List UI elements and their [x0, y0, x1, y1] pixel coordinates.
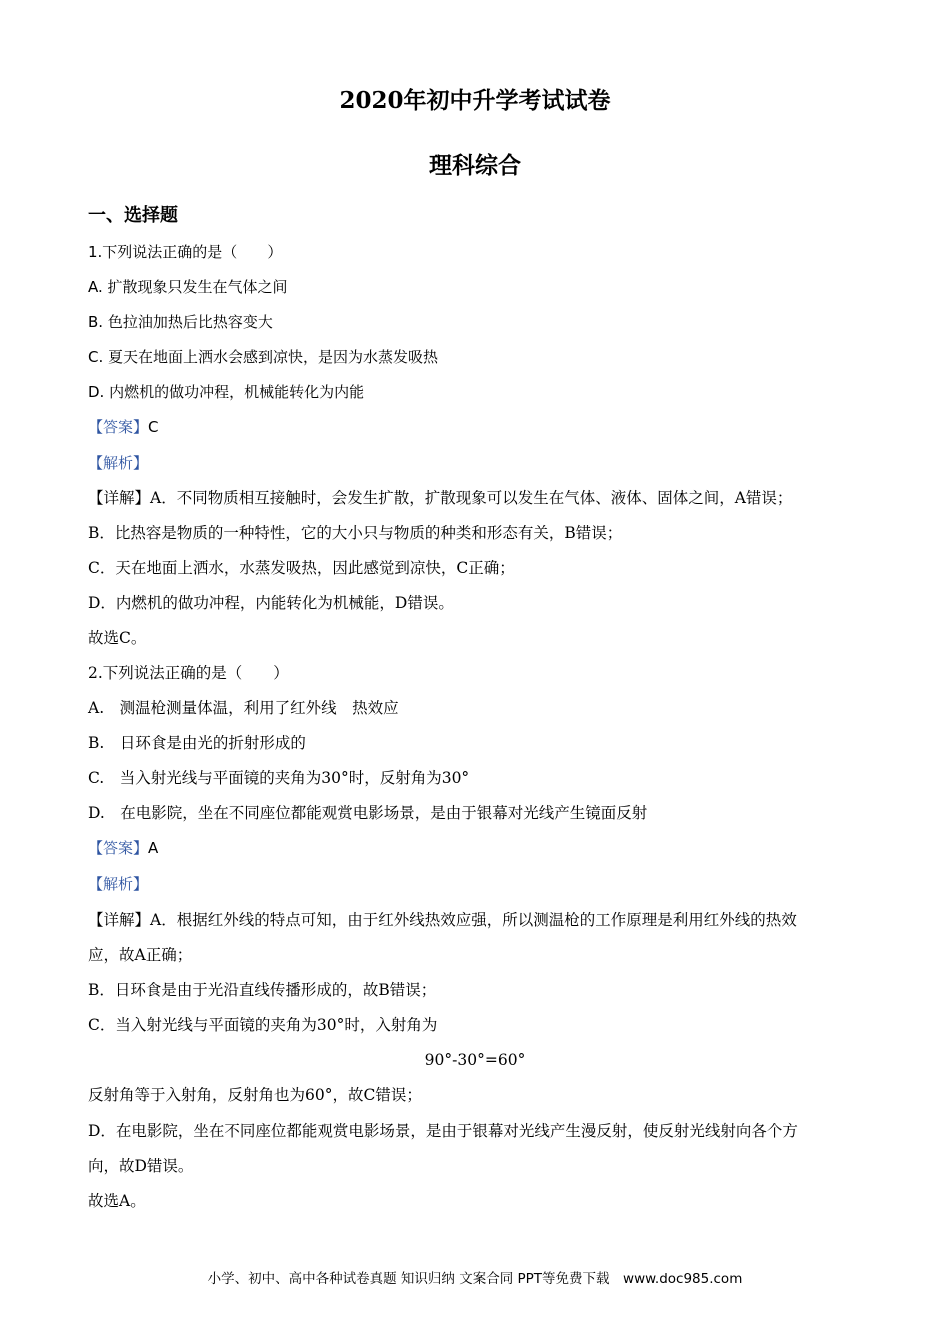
document-title: 2020年初中升学考试试卷 — [339, 87, 611, 114]
answer-tag: 【答案】 — [88, 839, 149, 857]
q2-stem: 2.下列说法正确的是（ ） — [88, 664, 289, 682]
q2-detail-d-cont: 向，故D错误。 — [88, 1157, 194, 1175]
q1-option-a: A. 扩散现象只发生在气体之间 — [88, 278, 288, 296]
q1-detail-d: D．内燃机的做功冲程，内能转化为机械能，D错误。 — [88, 594, 454, 612]
q1-detail-b: B．比热容是物质的一种特性，它的大小只与物质的种类和形态有关，B错误； — [88, 524, 623, 542]
answer-value: A — [148, 839, 159, 857]
q2-detail-c: C．当入射光线与平面镜的夹角为30°时，入射角为 — [88, 1016, 438, 1034]
q2-option-b: B. 日环食是由光的折射形成的 — [88, 734, 306, 752]
answer-value: C — [148, 418, 159, 436]
q2-detail-a-cont: 应，故A正确； — [88, 946, 193, 964]
q2-option-c: C. 当入射光线与平面镜的夹角为30°时，反射角为30° — [88, 769, 470, 787]
page-footer: 小学、初中、高中各种试卷真题 知识归纳 文案合同 PPT等免费下载 www.doc985.com — [207, 1271, 743, 1287]
q1-stem: 1.下列说法正确的是（ ） — [88, 243, 283, 261]
q1-detail-c: C．天在地面上洒水，水蒸发吸热，因此感觉到凉快，C正确； — [88, 559, 515, 577]
q2-option-a: A. 测温枪测量体温，利用了红外线 热效应 — [88, 699, 399, 717]
q1-option-c: C. 夏天在地面上洒水会感到凉快，是因为水蒸发吸热 — [88, 348, 439, 366]
q2-conclusion: 故选A。 — [88, 1192, 146, 1210]
q1-conclusion: 故选C。 — [88, 629, 147, 647]
q2-detail-c-cont: 反射角等于入射角，反射角也为60°，故C错误； — [88, 1086, 422, 1104]
answer-tag: 【答案】 — [88, 418, 149, 436]
q2-detail-a: 【详解】A．根据红外线的特点可知，由于红外线热效应强，所以测温枪的工作原理是利用红外线的热效 — [88, 911, 797, 929]
section-heading: 一、选择题 — [88, 205, 178, 226]
q1-answer — [88, 415, 159, 439]
q2-analysis-tag: 【解析】 — [88, 875, 149, 893]
q2-detail-d: D．在电影院，坐在不同座位都能观赏电影场景，是由于银幕对光线产生漫反射，使反射光线射向各个方 — [88, 1122, 798, 1140]
q2-option-d: D. 在电影院，坐在不同座位都能观赏电影场景，是由于银幕对光线产生镜面反射 — [88, 804, 648, 822]
document-subtitle: 理科综合 — [429, 152, 521, 179]
q1-option-b: B. 色拉油加热后比热容变大 — [88, 313, 273, 331]
q2-formula: 90°-30°=60° — [424, 1051, 526, 1069]
q1-option-d: D. 内燃机的做功冲程，机械能转化为内能 — [88, 383, 365, 401]
q2-answer — [88, 836, 158, 860]
q2-detail-b: B．日环食是由于光沿直线传播形成的，故B错误； — [88, 981, 437, 999]
q1-analysis-tag: 【解析】 — [88, 454, 149, 472]
q1-detail-a: 【详解】A．不同物质相互接触时，会发生扩散，扩散现象可以发生在气体、液体、固体之间，A错误； — [88, 489, 793, 507]
